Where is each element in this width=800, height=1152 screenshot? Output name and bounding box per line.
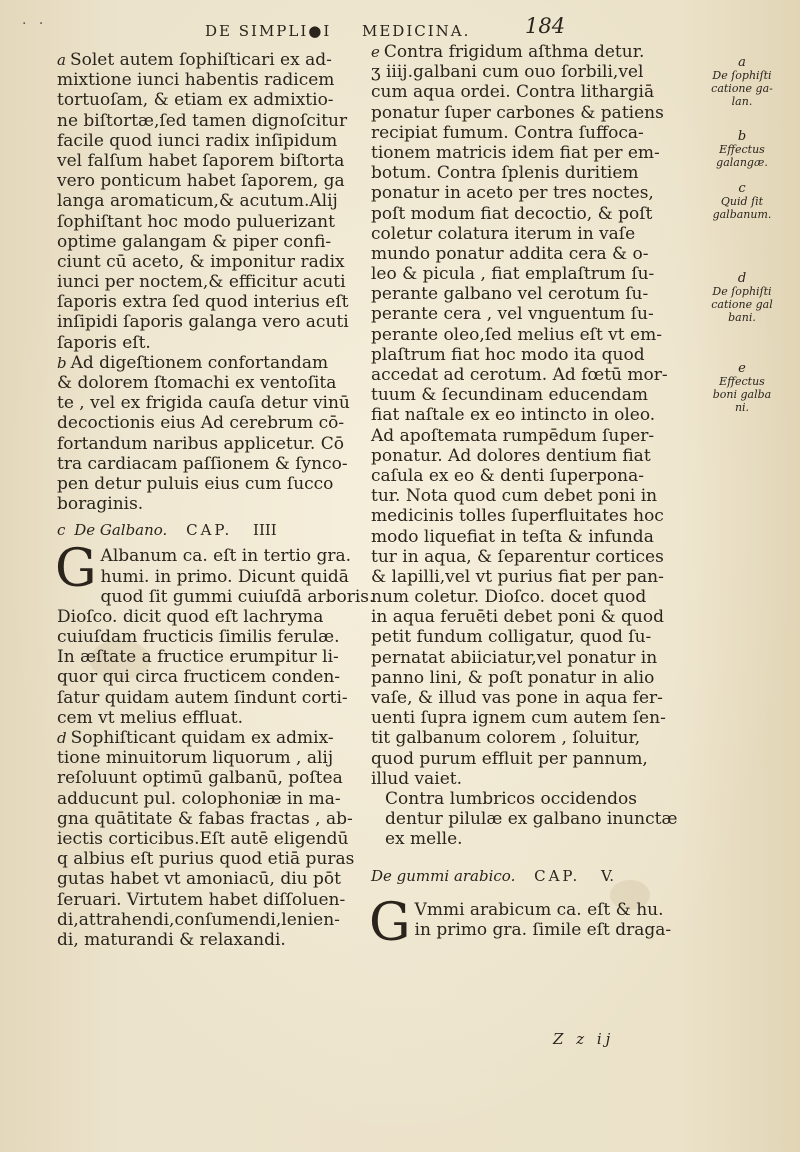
text-line: pen detur puluis eius cum ſucco <box>57 473 334 494</box>
signature-mark: Z z ij <box>553 1030 615 1048</box>
margin-note-letter: a <box>738 55 746 70</box>
text-line: vaſe, & illud vas pone in aqua fer- <box>371 688 663 708</box>
text-line: tuum & ſecundinam educendam <box>371 385 649 406</box>
margin-note-text: Quid ſit galbanum. <box>712 195 772 221</box>
paragraph-marker: c <box>57 521 66 540</box>
text-line: di,attrahendi,conſumendi,lenien- <box>57 909 340 930</box>
margin-note-letter: c <box>738 181 746 196</box>
text-line: te , vel ex frigida cauſa detur vinū <box>57 393 350 414</box>
text-line: di, maturandi & relaxandi. <box>57 929 286 950</box>
paragraph-marker: e <box>371 43 380 61</box>
chapter-number: IIII <box>253 521 277 540</box>
paragraph-f <box>371 789 677 850</box>
text-line: tionem matricis idem fiat per em- <box>371 142 660 163</box>
margin-note-letter: b <box>737 129 747 144</box>
text-line: a Solet autem ſophiſticari ex ad- <box>57 50 332 70</box>
text-line: humi. in primo. Dicunt quidā <box>100 566 349 587</box>
text-line: leo & picula , fiat emplaſtrum ſu- <box>371 264 655 285</box>
paragraph-a <box>57 50 359 353</box>
text-line: tur. Nota quod cum debet poni in <box>371 486 658 507</box>
text-line: ponatur. Ad dolores dentium fiat <box>371 445 651 466</box>
text-line: langa aromaticum,& acutum.Alij <box>57 191 338 212</box>
chapter-heading <box>57 514 359 546</box>
margin-note-text: Effectus galangæ. <box>716 143 768 169</box>
margin-note-text: Effectus boni galba ni. <box>712 375 772 414</box>
text-line: cuiuſdam fructicis ſimilis ferulæ. <box>57 627 340 648</box>
text-line: gutas habet vt amoniacū, diu pōt <box>57 869 341 890</box>
chapter-label: CAP. <box>186 521 233 540</box>
left-column <box>55 50 375 950</box>
text-line: accedat ad cerotum. Ad fœtū mor- <box>371 365 668 385</box>
margin-note <box>707 182 777 221</box>
text-line: fortandum naribus applicetur. Cō <box>57 433 344 454</box>
text-line: mundo ponatur addita cera & o- <box>371 243 649 264</box>
text-line: boraginis. <box>57 494 144 515</box>
chapter-number: V. <box>601 866 615 885</box>
text-line: & lapilli,vel vt purius fiat per pan- <box>371 566 664 587</box>
running-head-left: DE SIMPLI●I <box>205 22 332 40</box>
text-line: cum aqua ordei. Contra lithargiā <box>371 82 655 103</box>
text-line: Albanum ca. eſt in tertio gra. <box>100 546 352 567</box>
page-number: 184 <box>525 14 566 38</box>
margin-note <box>707 272 777 324</box>
page-header <box>0 12 800 46</box>
paragraph-marker: d <box>57 729 67 747</box>
text-line: modo liquefiat in teſta & infunda <box>371 526 654 547</box>
text-line: ponatur in aceto per tres noctes, <box>371 183 654 204</box>
text-line: ʒ iiij.galbani cum ouo ſorbili,vel <box>371 62 644 83</box>
chapter-heading <box>371 850 677 900</box>
text-line: coletur colatura iterum in vaſe <box>371 223 636 244</box>
text-line: ſeruari. Virtutem habet diſſoluen- <box>57 889 346 910</box>
chapter-title: De Galbano. <box>74 521 168 540</box>
text-line: ſaporis extra ſed quod interius eſt <box>57 292 349 313</box>
text-line: num coletur. Dioſco. docet quod <box>371 587 647 608</box>
text-line: panno lini, & poſt ponatur in alio <box>371 667 655 688</box>
text-line: tit galbanum colorem , ſoluitur, <box>371 728 641 749</box>
text-line: Dioſco. dicit quod eſt lachryma <box>57 606 324 627</box>
margin-note-letter: e <box>738 361 746 376</box>
text-line: fiat naſtale ex eo intincto in oleo. <box>371 405 656 426</box>
paragraph-b <box>57 353 359 515</box>
text-line: tione minuitorum liquorum , alij <box>57 748 334 769</box>
paragraph-marker: b <box>57 353 67 372</box>
text-line: recipiat fumum. Contra ſuffoca- <box>371 122 644 143</box>
text-line: iectis corticibus.Eſt autē eligendū <box>57 828 349 849</box>
text-line: tortuoſam, & etiam ex admixtio- <box>57 90 334 111</box>
text-line: botum. Contra ſplenis duritiem <box>371 163 639 184</box>
text-line: caſula ex eo & denti ſuperpona- <box>371 465 644 486</box>
margin-note-letter: d <box>737 271 747 286</box>
margin-note-text: De ſophiſti catione gal bani. <box>711 285 773 324</box>
text-line: dentur pilulæ ex galbano inunctæ <box>385 809 678 830</box>
text-line: poſt modum fiat decoctio, & poſt <box>371 203 653 224</box>
text-line: & dolorem ſtomachi ex ventoſita <box>57 373 337 393</box>
text-line: quor qui circa fructicem conden- <box>57 667 341 688</box>
text-line: gna quātitate & fabas fractas , ab- <box>57 808 353 829</box>
text-line: b Ad digeſtionem confortandam <box>57 352 329 373</box>
text-line: plaſtrum fiat hoc modo ita quod <box>371 344 645 365</box>
margin-note <box>707 362 777 414</box>
chapter-body <box>369 892 677 953</box>
text-line: medicinis tolles ſuperfluitates hoc <box>371 506 664 527</box>
text-line: perante oleo,ſed melius eſt vt em- <box>371 324 662 345</box>
text-line: cem vt melius effluat. <box>57 707 243 728</box>
text-line: ſophiſtant hoc modo puluerizant <box>57 211 335 232</box>
text-line: Ad apoſtemata rumpēdum ſuper- <box>371 425 655 446</box>
drop-initial: G <box>55 539 97 600</box>
margin-note <box>707 56 777 108</box>
text-line: reſoluunt optimū galbanū, poſtea <box>57 768 343 789</box>
text-line: ne biſtortæ,ſed tamen dignoſcitur <box>57 110 348 131</box>
text-line: tra cardiacam paſſionem & ſynco- <box>57 453 348 474</box>
text-line: ſatur quidam autem ſindunt corti- <box>57 687 348 708</box>
text-line: ciunt cū aceto, & imponitur radix <box>57 251 345 272</box>
text-line: tur in aqua, & ſeparentur cortices <box>371 546 664 567</box>
chapter-label: CAP. <box>534 866 581 885</box>
text-line: adducunt pul. colophoniæ in ma- <box>57 788 341 809</box>
text-line: perante cera , vel vnguentum ſu- <box>371 304 654 325</box>
margin-note <box>707 130 777 169</box>
text-line: ponatur ſuper carbones & patiens <box>371 102 664 123</box>
text-line: quod purum effluit per pannum, <box>371 748 648 769</box>
text-line: vel falſum habet ſaporem biſtorta <box>57 150 345 171</box>
text-line: q albius eſt purius quod etiā puras <box>57 849 355 870</box>
text-line: optime galangam & piper confi- <box>57 231 332 252</box>
text-line: petit fundum colligatur, quod ſu- <box>371 627 652 648</box>
text-line: d Sophiſticant quidam ex admix- <box>57 728 334 748</box>
text-line: decoctionis eius Ad cerebrum cō- <box>57 413 345 434</box>
paragraph-marker: a <box>57 51 66 69</box>
text-line: uenti ſupra ignem cum autem ſen- <box>371 708 666 729</box>
text-line: ex melle. <box>385 829 463 850</box>
text-line: e Contra frigidum aſthma detur. <box>371 42 645 62</box>
paragraph-e <box>371 42 677 789</box>
text-line: Contra lumbricos occidendos <box>385 788 637 809</box>
text-line: mixtione iunci habentis radicem <box>57 70 335 91</box>
text-line: vero ponticum habet ſaporem, ga <box>57 171 345 192</box>
text-line: Vmmi arabicum ca. eſt & hu. <box>414 899 664 920</box>
text-line: in aqua feruēti debet poni & quod <box>371 607 664 628</box>
text-line: perante galbano vel cerotum ſu- <box>371 284 649 305</box>
text-line: facile quod iunci radix inſipidum <box>57 130 338 151</box>
right-column <box>369 42 678 953</box>
text-line: in primo gra. ſimile eſt draga- <box>414 919 672 940</box>
paragraph-d <box>57 728 359 950</box>
header-ornament: · · <box>22 16 48 32</box>
margin-note-text: De ſophiſti catione ga- lan. <box>711 69 773 108</box>
running-head-right: MEDICINA. <box>362 22 471 40</box>
chapter-title: De gummi arabico. <box>371 866 516 885</box>
text-line: inſipidi ſaporis galanga vero acuti <box>57 312 349 333</box>
text-line: quod ſit gummi cuiuſdā arboris. <box>100 586 375 607</box>
text-line: ſaporis eſt. <box>57 332 151 353</box>
text-line: pernatat abiiciatur,vel ponatur in <box>371 647 658 668</box>
drop-initial: G <box>369 892 411 953</box>
text-line: iunci per noctem,& efficitur acuti <box>57 272 346 293</box>
text-line: illud vaiet. <box>371 768 463 789</box>
chapter-body <box>55 539 375 728</box>
text-line: In æſtate a fructice erumpitur li- <box>57 647 339 668</box>
